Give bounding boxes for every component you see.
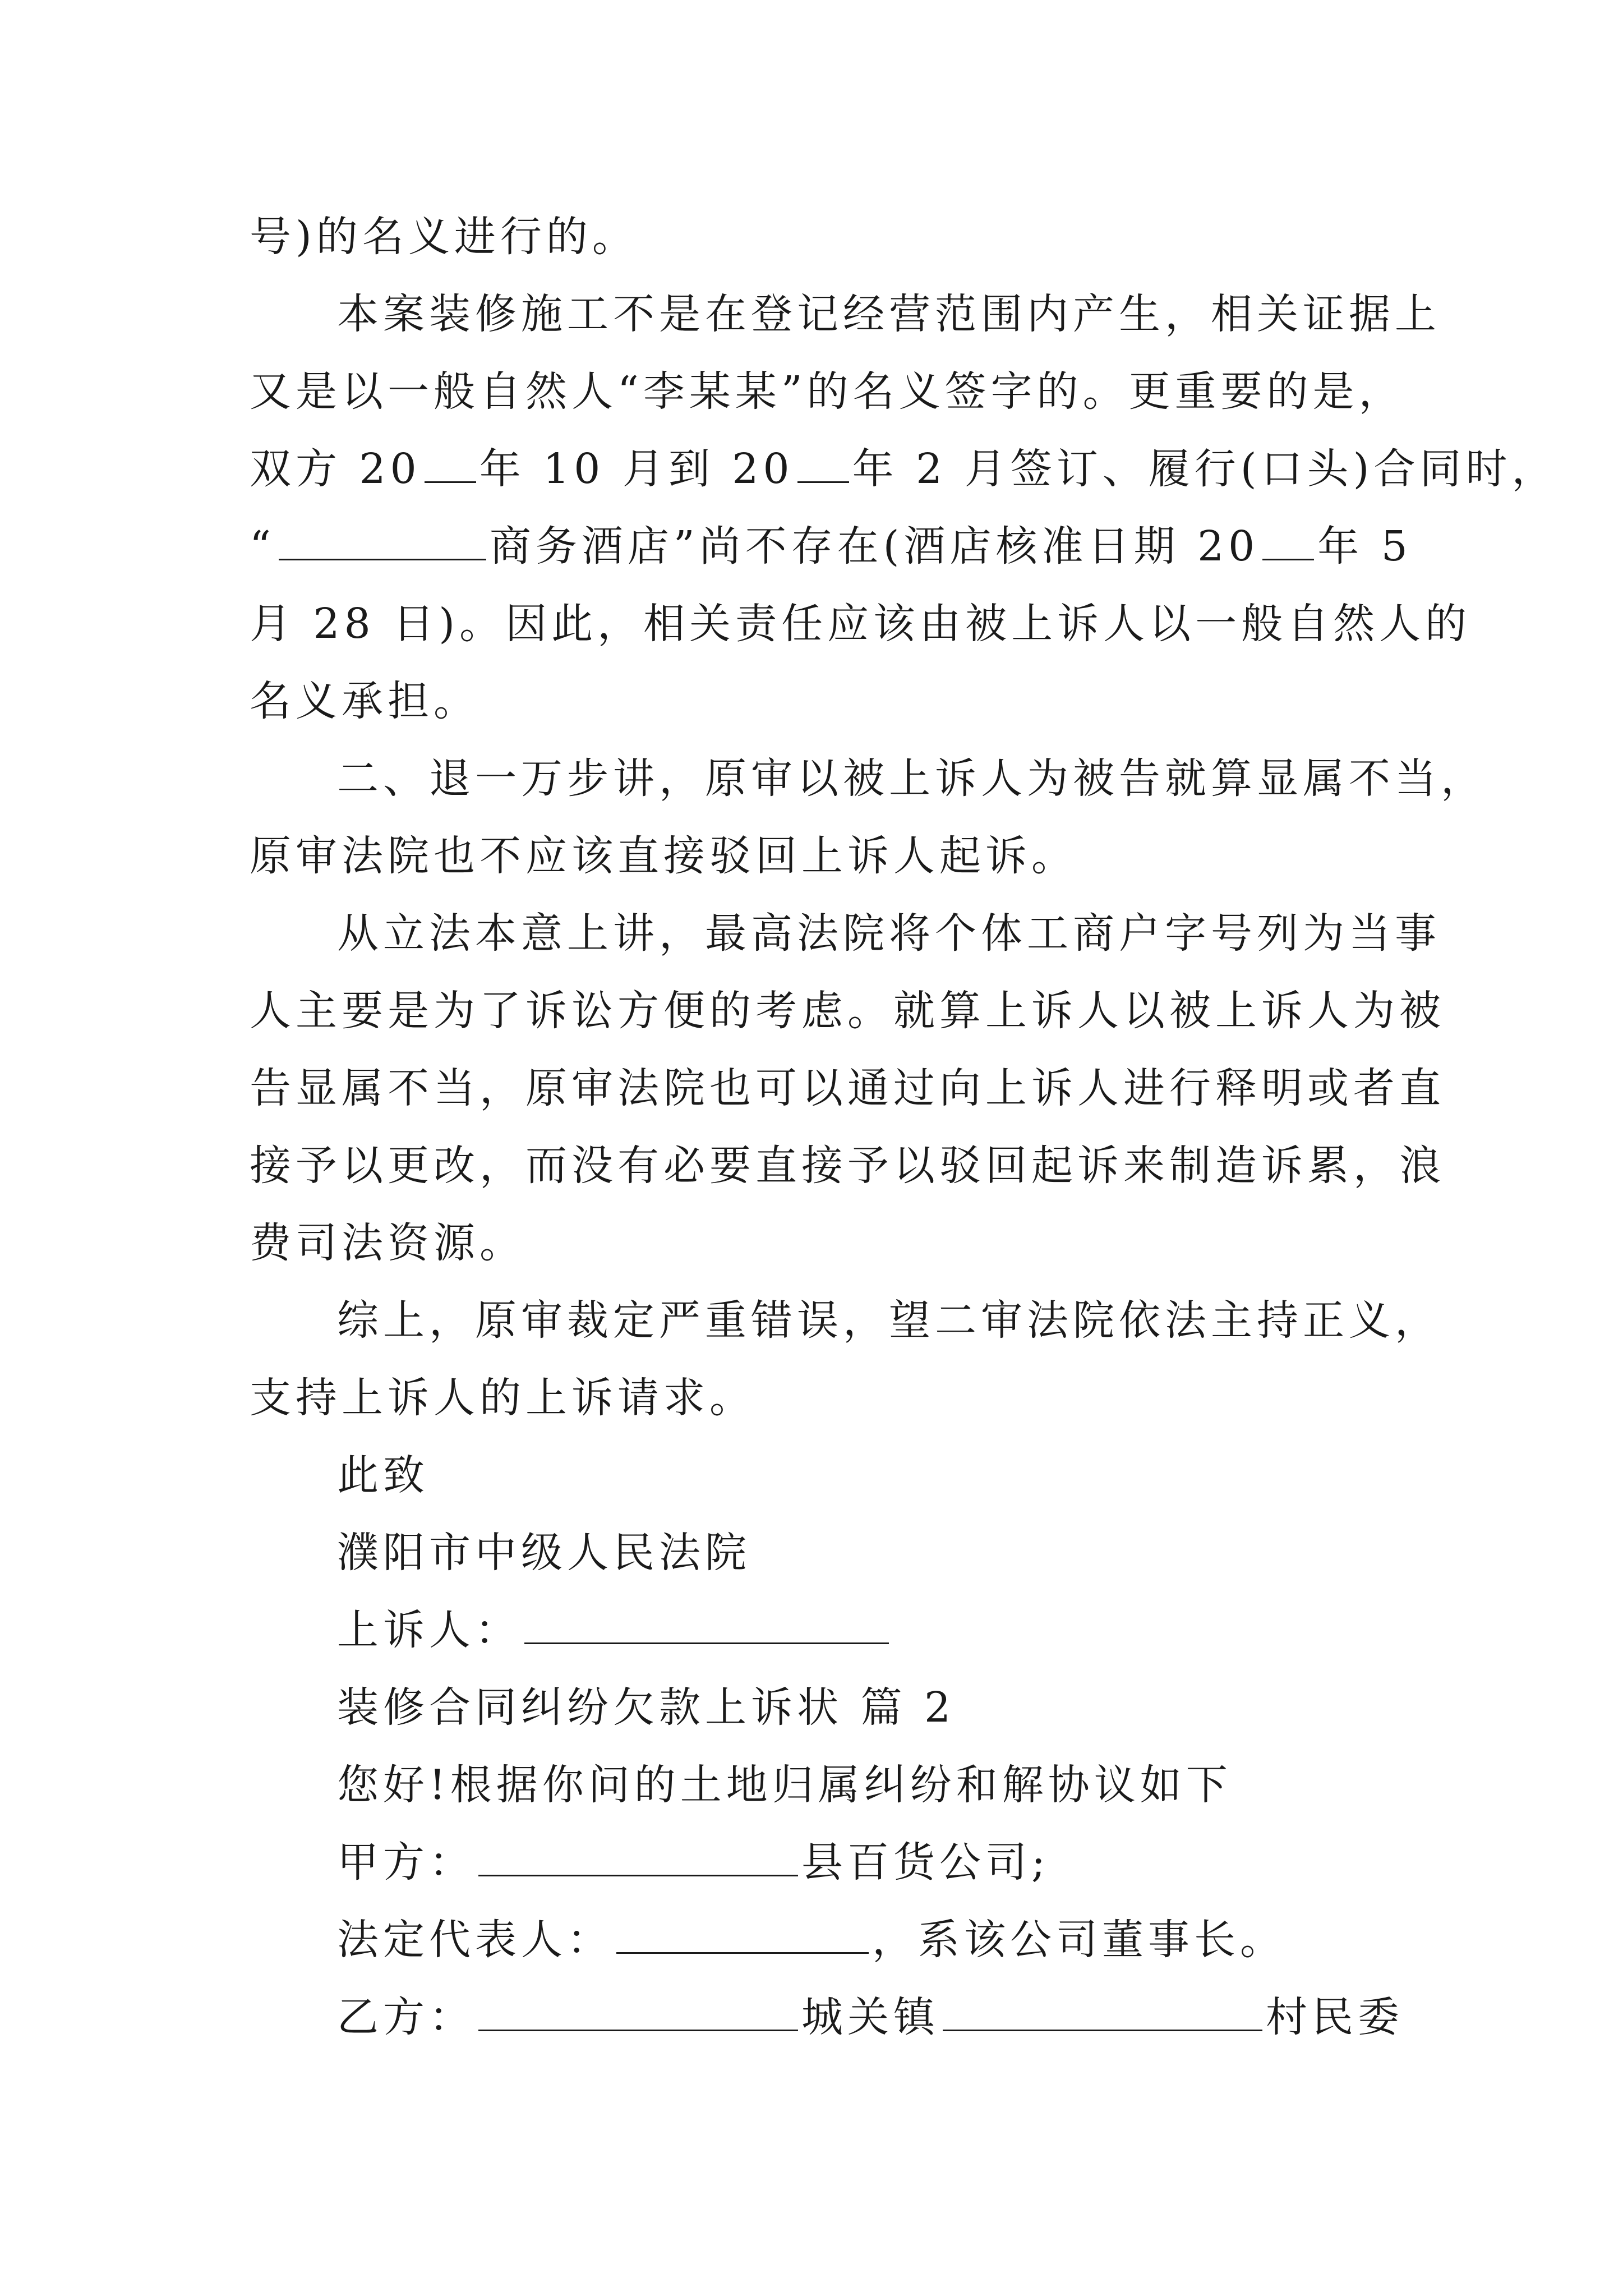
text-segment: 甲方： <box>337 1838 475 1887</box>
text-line: 您好!根据你问的土地归属纠纷和解协议如下 <box>337 1761 1232 1809</box>
text-segment: ，系该公司董事长。 <box>872 1916 1286 1964</box>
text-segment: 上诉人： <box>337 1606 521 1654</box>
text-segment: 年 10 月到 20 <box>479 445 794 493</box>
fill-blank <box>524 1608 889 1644</box>
party-b-line <box>337 1989 1404 2045</box>
text-line: 名义承担。 <box>250 677 479 725</box>
fill-blank <box>797 447 849 483</box>
text-line: 又是以一般自然人“李某某”的名义签字的。更重要的是， <box>250 367 1405 416</box>
fill-blank <box>279 524 486 560</box>
text-segment: 年 5 <box>1317 522 1412 570</box>
text-line: 人主要是为了诉讼方便的考虑。就算上诉人以被上诉人为被 <box>250 987 1445 1035</box>
text-line: 月 28 日)。因此，相关责任应该由被上诉人以一般自然人的 <box>250 600 1472 648</box>
salutation-line: 此致 <box>337 1451 429 1499</box>
text-segment: “ <box>250 522 275 570</box>
section-title: 装修合同纠纷欠款上诉状 篇 2 <box>337 1683 956 1732</box>
text-segment: 乙方： <box>337 1993 475 2041</box>
text-line: 接予以更改，而没有必要直接予以驳回起诉来制造诉累，浪 <box>250 1142 1445 1190</box>
legal-rep-line <box>337 1912 1286 1968</box>
text-segment: 村民委 <box>1266 1993 1404 2041</box>
fill-blank <box>616 1917 869 1954</box>
fill-blank <box>478 1840 798 1876</box>
fill-blank <box>943 1995 1262 2031</box>
text-segment: 年 2 月签订、履行(口头)合同时， <box>852 445 1558 493</box>
fill-blank <box>1262 524 1314 560</box>
text-line <box>250 441 1557 497</box>
text-line: 告显属不当，原审法院也可以通过向上诉人进行释明或者直 <box>250 1064 1445 1112</box>
paragraph-line: 二、退一万步讲，原审以被上诉人为被告就算显属不当， <box>337 754 1487 803</box>
paragraph-line: 本案装修施工不是在登记经营范围内产生，相关证据上 <box>337 290 1441 338</box>
fill-blank <box>425 447 476 483</box>
text-segment: 法定代表人： <box>337 1916 613 1964</box>
paragraph-line: 综上，原审裁定严重错误，望二审法院依法主持正义， <box>337 1296 1441 1345</box>
fill-blank <box>478 1995 798 2031</box>
appellant-line <box>337 1602 892 1658</box>
text-line: 支持上诉人的上诉请求。 <box>250 1374 755 1422</box>
text-segment: 县百货公司; <box>801 1838 1050 1887</box>
text-segment: 城关镇 <box>801 1993 939 2041</box>
recipient-line: 濮阳市中级人民法院 <box>337 1529 751 1577</box>
text-line: 原审法院也不应该直接驳回上诉人起诉。 <box>250 832 1077 880</box>
paragraph-line: 从立法本意上讲，最高法院将个体工商户字号列为当事 <box>337 909 1441 958</box>
text-segment: 双方 20 <box>250 445 421 493</box>
party-a-line <box>337 1834 1050 1890</box>
text-line: 号)的名义进行的。 <box>250 213 638 261</box>
text-line <box>250 518 1412 574</box>
text-line: 费司法资源。 <box>250 1219 525 1267</box>
text-segment: 商务酒店”尚不存在(酒店核准日期 20 <box>489 522 1260 570</box>
